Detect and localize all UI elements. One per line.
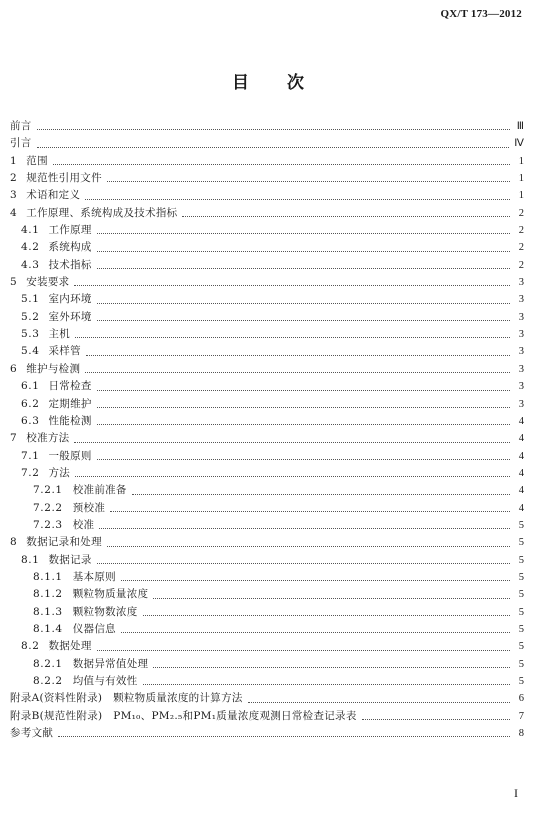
dot-leader xyxy=(85,372,510,373)
toc-entry[interactable] xyxy=(10,205,524,222)
toc-entry-number: 8 xyxy=(10,536,18,549)
toc-entry-number: 5.4 xyxy=(21,345,40,358)
toc-entry-number: 4 xyxy=(10,206,18,219)
dot-leader xyxy=(85,199,510,200)
document-code: QX/T 173—2012 xyxy=(440,8,522,20)
dot-leader xyxy=(121,580,510,581)
toc-entry-page: 3 xyxy=(518,277,524,289)
toc-entry-page: 5 xyxy=(518,676,524,687)
toc-entry-label: 工作原理 xyxy=(48,224,92,237)
toc-entry-number: 6 xyxy=(10,362,18,375)
toc-entry[interactable] xyxy=(10,465,524,482)
toc-entry-label: 校准前准备 xyxy=(72,484,127,497)
toc-entry-label: 基本原则 xyxy=(72,570,116,583)
toc-entry-page: 5 xyxy=(518,658,524,670)
toc-entry[interactable] xyxy=(10,708,524,725)
toc-entry-label: 技术指标 xyxy=(48,258,92,271)
toc-entry[interactable] xyxy=(10,638,524,655)
dot-leader xyxy=(97,563,510,564)
dot-leader xyxy=(110,511,510,512)
dot-leader xyxy=(143,615,510,616)
toc-title-char-1: 目 xyxy=(232,73,249,93)
toc-entry-page: 4 xyxy=(518,502,524,514)
toc-entry-page: 1 xyxy=(518,173,524,185)
dot-leader xyxy=(362,719,510,720)
toc-entry-page: 3 xyxy=(518,294,524,306)
toc-entry-number: 8.1.2 xyxy=(33,588,63,601)
dot-leader xyxy=(97,303,510,304)
toc-entry-page: 5 xyxy=(518,623,524,635)
toc-entry[interactable] xyxy=(10,517,524,534)
toc-entry-page: 3 xyxy=(518,329,524,341)
dot-leader xyxy=(53,164,510,165)
dot-leader xyxy=(75,337,510,338)
toc-entry-page: 5 xyxy=(518,571,524,583)
page-number: I xyxy=(514,786,518,800)
toc-entry[interactable] xyxy=(10,187,524,204)
toc-entry-page: 4 xyxy=(518,433,524,445)
toc-entry-page: 6 xyxy=(518,693,524,705)
toc-entry-label: 性能检测 xyxy=(48,414,92,427)
toc-entry[interactable] xyxy=(10,413,524,430)
toc-entry-label: 工作原理、系统构成及技术指标 xyxy=(26,206,178,219)
toc-entry-number: 8.2.2 xyxy=(33,675,63,687)
toc-entry[interactable] xyxy=(10,604,524,621)
toc-entry-number: 6.1 xyxy=(21,380,40,393)
toc-entry-page: 8 xyxy=(518,728,524,740)
table-of-contents xyxy=(10,118,524,742)
toc-entry-label: 参考文献 xyxy=(10,727,54,740)
toc-entry[interactable] xyxy=(10,378,524,395)
toc-entry-page: Ⅲ xyxy=(516,121,524,132)
dot-leader xyxy=(97,407,510,408)
toc-entry-label: 颗粒物质量浓度 xyxy=(72,588,149,601)
toc-entry-label: 附录A(资料性附录) 颗粒物质量浓度的计算方法 xyxy=(10,692,243,705)
dot-leader xyxy=(37,129,510,130)
toc-entry-number: 7.2.3 xyxy=(33,518,63,531)
toc-entry-number: 8.1.1 xyxy=(33,570,63,583)
dot-leader xyxy=(153,598,510,599)
dot-leader xyxy=(132,494,510,495)
toc-entry-label: 维护与检测 xyxy=(26,362,81,375)
toc-entry[interactable] xyxy=(10,326,524,343)
toc-entry[interactable] xyxy=(10,552,524,569)
toc-entry-number: 6.3 xyxy=(21,414,40,427)
toc-entry[interactable] xyxy=(10,257,524,274)
toc-entry[interactable] xyxy=(10,500,524,517)
toc-entry[interactable] xyxy=(10,621,524,638)
dot-leader xyxy=(143,684,510,685)
toc-entry-label: 室内环境 xyxy=(48,293,92,306)
toc-entry-page: Ⅳ xyxy=(514,138,524,150)
toc-entry-label: 室外环境 xyxy=(48,310,92,323)
toc-entry-number: 7.2 xyxy=(21,466,40,479)
toc-entry-number: 7.2.1 xyxy=(33,484,63,497)
toc-entry-number: 4.1 xyxy=(21,224,40,237)
toc-entry-number: 6.2 xyxy=(21,397,40,410)
dot-leader xyxy=(75,476,510,477)
toc-entry-page: 4 xyxy=(518,467,524,479)
toc-entry-page: 4 xyxy=(518,450,524,462)
toc-entry-label: 仪器信息 xyxy=(72,622,116,635)
dot-leader xyxy=(97,424,510,425)
toc-title-char-2: 次 xyxy=(287,73,304,93)
toc-entry-number: 5 xyxy=(10,276,18,289)
dot-leader xyxy=(97,251,510,252)
toc-entry-page: 3 xyxy=(518,398,524,410)
toc-entry[interactable] xyxy=(10,673,524,690)
toc-entry-label: 均值与有效性 xyxy=(72,675,138,687)
toc-entry-number: 8.1.4 xyxy=(33,622,63,635)
toc-entry-label: 数据异常值处理 xyxy=(72,657,149,670)
toc-entry-label: 日常检查 xyxy=(48,380,92,393)
dot-leader xyxy=(97,268,510,269)
toc-entry[interactable] xyxy=(10,222,524,239)
toc-entry[interactable] xyxy=(10,309,524,326)
toc-entry-page: 5 xyxy=(518,641,524,653)
dot-leader xyxy=(107,546,510,547)
toc-entry-number: 7.2.2 xyxy=(33,501,63,514)
toc-entry-page: 5 xyxy=(518,589,524,601)
toc-entry-label: 系统构成 xyxy=(48,241,92,254)
toc-entry[interactable] xyxy=(10,725,524,742)
toc-entry-page: 5 xyxy=(518,606,524,618)
toc-entry-page: 2 xyxy=(518,207,524,219)
toc-entry[interactable] xyxy=(10,482,524,499)
dot-leader xyxy=(86,355,510,356)
toc-entry-label: 规范性引用文件 xyxy=(26,172,102,185)
toc-entry-page: 4 xyxy=(518,415,524,427)
toc-entry-page: 2 xyxy=(518,242,524,254)
toc-entry-number: 5.3 xyxy=(21,328,40,341)
dot-leader xyxy=(74,285,510,286)
toc-entry-label: 数据记录 xyxy=(48,553,92,566)
dot-leader xyxy=(97,233,510,234)
toc-entry-page: 3 xyxy=(518,363,524,375)
toc-title xyxy=(0,68,536,93)
toc-entry-page: 1 xyxy=(518,155,524,167)
toc-entry-number: 8.2.1 xyxy=(33,657,63,670)
dot-leader xyxy=(248,702,510,703)
toc-entry-label: 术语和定义 xyxy=(26,189,81,202)
toc-entry-number: 7 xyxy=(10,432,18,445)
toc-entry-label: 前言 xyxy=(10,120,32,132)
toc-entry-label: 一般原则 xyxy=(48,449,92,462)
toc-entry[interactable] xyxy=(10,430,524,447)
toc-entry-label: 定期维护 xyxy=(48,397,92,410)
toc-entry-page: 4 xyxy=(518,485,524,497)
dot-leader xyxy=(97,459,510,460)
toc-entry[interactable] xyxy=(10,274,524,291)
toc-entry-page: 3 xyxy=(518,311,524,323)
toc-entry-number: 1 xyxy=(10,154,18,167)
toc-entry-number: 5.1 xyxy=(21,293,40,306)
toc-entry[interactable] xyxy=(10,118,524,135)
toc-entry-label: 预校准 xyxy=(72,501,106,514)
dot-leader xyxy=(37,147,510,148)
toc-entry[interactable] xyxy=(10,690,524,707)
toc-entry-label: 校准方法 xyxy=(26,432,70,445)
dot-leader xyxy=(97,390,510,391)
toc-entry[interactable] xyxy=(10,656,524,673)
toc-entry-number: 4.2 xyxy=(21,241,40,254)
dot-leader xyxy=(97,650,510,651)
toc-entry[interactable] xyxy=(10,135,524,152)
toc-entry-page: 3 xyxy=(518,346,524,358)
dot-leader xyxy=(58,736,510,737)
toc-entry[interactable] xyxy=(10,586,524,603)
toc-entry-label: 引言 xyxy=(10,137,32,150)
toc-entry[interactable] xyxy=(10,569,524,586)
toc-entry[interactable] xyxy=(10,153,524,170)
toc-entry-number: 8.1.3 xyxy=(33,605,63,618)
toc-entry[interactable] xyxy=(10,343,524,360)
dot-leader xyxy=(107,181,510,182)
toc-entry[interactable] xyxy=(10,170,524,187)
toc-entry-page: 7 xyxy=(518,710,524,722)
dot-leader xyxy=(153,667,510,668)
toc-entry[interactable] xyxy=(10,239,524,256)
toc-entry-label: 采样管 xyxy=(48,345,81,358)
toc-entry[interactable] xyxy=(10,534,524,551)
toc-entry-page: 2 xyxy=(518,259,524,271)
dot-leader xyxy=(99,528,510,529)
toc-entry-number: 8.1 xyxy=(21,553,40,566)
dot-leader xyxy=(97,320,510,321)
toc-entry-number: 3 xyxy=(10,189,18,202)
toc-entry-number: 8.2 xyxy=(21,640,40,653)
dot-leader xyxy=(121,632,510,633)
toc-entry-page: 5 xyxy=(518,537,524,549)
toc-entry[interactable] xyxy=(10,448,524,465)
toc-entry-label: 主机 xyxy=(48,328,71,341)
dot-leader xyxy=(74,442,510,443)
toc-entry-label: 数据记录和处理 xyxy=(26,536,102,549)
toc-entry-number: 4.3 xyxy=(21,258,40,271)
toc-entry-label: 方法 xyxy=(48,466,71,479)
toc-entry-label: 校准 xyxy=(72,518,95,531)
toc-entry-number: 2 xyxy=(10,172,18,185)
toc-entry[interactable] xyxy=(10,396,524,413)
toc-entry-number: 5.2 xyxy=(21,310,40,323)
toc-entry-label: 安装要求 xyxy=(26,276,70,289)
toc-entry-label: 范围 xyxy=(26,154,48,167)
toc-entry-page: 2 xyxy=(518,225,524,237)
toc-entry-page: 1 xyxy=(518,190,524,202)
dot-leader xyxy=(182,216,510,217)
toc-entry-label: 附录B(规范性附录) PM₁₀、PM₂.₅和PM₁质量浓度观测日常检查记录表 xyxy=(10,709,357,722)
toc-entry[interactable] xyxy=(10,361,524,378)
toc-entry-number: 7.1 xyxy=(21,449,40,462)
toc-entry-page: 5 xyxy=(518,519,524,531)
toc-entry[interactable] xyxy=(10,291,524,308)
toc-entry-page: 3 xyxy=(518,381,524,393)
toc-entry-label: 数据处理 xyxy=(48,640,92,653)
toc-entry-page: 5 xyxy=(518,554,524,566)
toc-entry-label: 颗粒物数浓度 xyxy=(72,605,138,618)
